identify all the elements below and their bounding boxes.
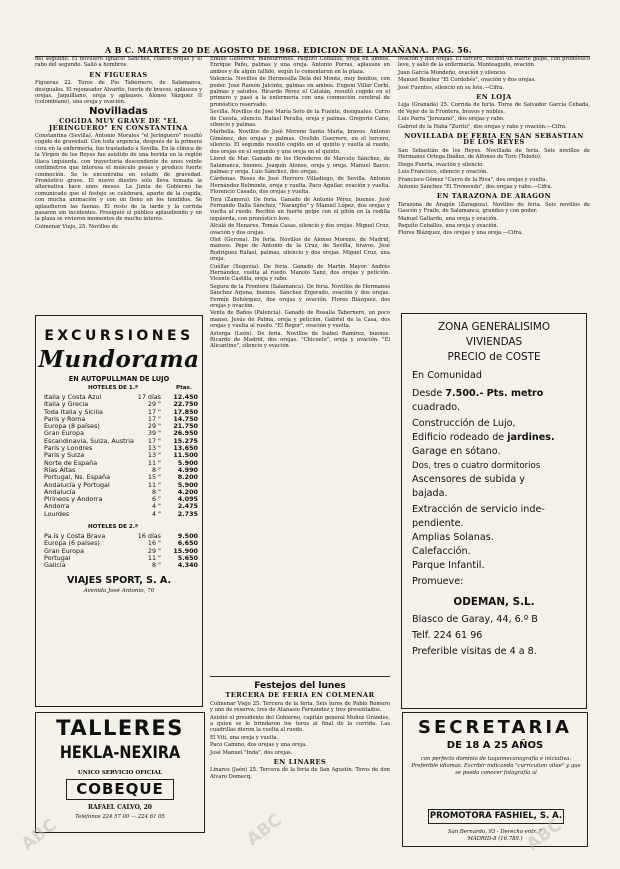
paragraph: Luis Francisco, silencio y ovación.: [398, 169, 488, 176]
hotels-second-label: HOTELES DE 2.ª: [88, 524, 139, 530]
tour-days: 8 ": [151, 561, 161, 570]
zona-generalisimo-ad: [401, 313, 587, 709]
paragraph: Paco Camino, dos orejas y una oreja.: [210, 742, 307, 749]
tour-route: Norte de España: [44, 458, 98, 467]
tour-route: Gran Europa: [44, 546, 85, 555]
agency-name: VIAJES SPORT, S. A.: [66, 575, 172, 586]
paragraph: Juan García Mondeño, ovación y silencio.: [398, 69, 507, 76]
agency-address: Avenida José Antonio, 70: [83, 588, 155, 594]
tour-route: Toda Italia y Sicilia: [44, 407, 103, 416]
paragraph: Emilio Gutiérrez, mansurrones. Paquito Ceballos, oreja en ambos. Enrique Paño, palmas y una oreja. Antonio Porras, aplausos en ambos y de algún fallido, según lo comentaron en la plaza.: [210, 56, 390, 75]
tour-price: 9.500: [177, 532, 198, 540]
paragraph: del segundo. El novillero Ignacio Sánchez, cuatro orejas y el rabo del segundo. Salió a hombros.: [35, 56, 202, 69]
tour-price: 17.850: [173, 407, 198, 416]
tour-days: 13 ": [147, 444, 161, 453]
paragraph: ovación y dos orejas. El tercero, recibió un fuerte golpe, con pronóstico leve, y salió de la enfermería. Monteagudo, ovación.: [398, 56, 590, 69]
tour-price: 26.950: [173, 429, 198, 438]
ad-line: PRECIO de COSTE: [447, 351, 541, 363]
section-heading: EN LINARES: [273, 758, 327, 767]
paragraph: Tarazona de Aragón (Zaragoza). Novillos de feria. Seis novillos de Gascón y Fraile, de Salamanca, grandes y con poder.: [398, 201, 590, 215]
paragraph: Figueras 22. Toros de Pío Tabernero, de Salamanca, desiguales. El rejoneador Alvarito, fuerte de bravos, aplausos y orejas. Jaquilliano, oreja y aplausos. Alonso Vázquez II (colombiano), una oreja y ovación.: [35, 80, 202, 106]
ad-title: EXCURSIONES: [44, 328, 194, 344]
tour-price: 4.200: [177, 487, 198, 496]
tour-days: 29 ": [147, 546, 161, 555]
section-heading: EN FIGUERAS: [89, 70, 148, 79]
ad-line: ZONA GENERALISIMO: [438, 321, 550, 333]
paragraph: Flores Blázquez, dos orejas y una oreja.—Cifra.: [398, 230, 523, 237]
tour-days: 17 ": [147, 436, 161, 445]
tour-days: 6 ": [151, 495, 161, 504]
ad-brand: HEKLA-NEXIRA: [59, 743, 181, 763]
talleres-ad: [35, 712, 205, 833]
tour-route: Portugal: [44, 553, 71, 562]
tour-days: 4 ": [151, 502, 161, 511]
paragraph: Francisco Gómez "Curro de la Riva", dos orejas y vuelta.: [398, 176, 548, 183]
tour-price: 22.750: [173, 400, 198, 409]
tour-route: Andalucía y Portugal: [44, 480, 110, 489]
paragraph: Segura de la Frontera (Salamanca). De feria. Novillos de Hermanos Sánchez Arjona, buenos. Sánchez Enjerado, ovación y dos orejas. Fermín Bohórquez, dos orejas y ovación. Flores Blázquez, dos orejas y ovación.: [210, 283, 390, 310]
tour-days: 15 ": [147, 473, 161, 482]
paragraph: José Manuel "Inda", dos orejas.: [210, 749, 293, 756]
tour-route: Italia y Grecia: [44, 400, 89, 409]
paragraph: Sevilla. Novillos de José María Soto de la Fuente, desiguales. Curro de Cuesta, silencio. Rafael Peralta, oreja y palmas. Gregorio Cano, silencio y palmas.: [210, 109, 390, 129]
watermark: ABC: [242, 810, 286, 850]
ad-line: Dos, tres o cuatro dormitorios: [412, 461, 541, 471]
tour-row: [44, 555, 198, 562]
hotels-first-label: HOTELES DE 1.ª: [88, 385, 139, 391]
paragraph: Marbella. Novillos de José Moreno Santa María, bravos. Antonio Giménez, dos orejas y palmas. Ocelido Guerrero, en el tercero, silencio. El segundo resultó cogido en el quinto y vuelta al ruedo, dos orejas en el segundo y una oreja en el quinto.: [210, 129, 390, 155]
paragraph: Colmenar Viejo, 25. Novillos de: [35, 223, 119, 230]
paragraph: Antonio Sánchez "El Tremendo", dos orejas y rabo.—Cifra.: [398, 183, 553, 190]
ad-price: 7.500.- Pts. metro: [445, 388, 544, 399]
paragraph: Manuel Gallardo, una oreja y ovación.: [398, 215, 499, 222]
tour-days: 39 ": [147, 429, 161, 438]
section-heading: EN TARAZONA DE ARAGON: [436, 192, 552, 201]
paragraph: Olot (Gerona). De feria. Novillos de Alonso Moreno, de Madrid, mansos. Pepe de Antonio de la Cruz, de Sevilla, bravos. José Rodríguez Rafael, palmas, silencio y dos orejas. Miguel Cruz, una oreja.: [210, 236, 390, 263]
tour-price: 11.500: [173, 451, 198, 460]
tour-route: Lourdes: [44, 509, 70, 518]
tour-days: 16 días: [137, 532, 161, 540]
tour-days: 29 ": [147, 422, 161, 431]
paragraph: El Viti, una oreja y vuelta.: [210, 734, 279, 741]
ad-line: Garage en sótano.: [412, 446, 501, 457]
paragraph: Valencia. Novillos de Hermosilla Dela del Monte, muy bonitos, con poder. José Ramón Jalcinte, palmas en ambos. Eugeni Villar Corbí, palmas y saludos. Ricardo Pérez el Catalán, resultó cogido en el primero y pasó a la enfermería con una conmoción cerebral de pronóstico reservado.: [210, 76, 390, 108]
ad-address: [403, 829, 587, 842]
tour-price: 2.735: [177, 509, 198, 518]
section-title: Novilladas: [89, 105, 148, 117]
ad-address-city: MADRID-8 (16.789.): [467, 835, 523, 842]
tour-days: 11 ": [147, 480, 161, 489]
tour-price: 5.900: [177, 458, 198, 467]
tour-days: 11 ": [147, 553, 161, 562]
tour-days: 29 ": [147, 400, 161, 409]
paragraph: Cuéllar (Segovia). De feria. Ganado de Martín Mayor. Andrés Hernández, vuelta al ruedo. Manolo Sanz, dos orejas y petición. Vicente Castilla, oreja y rabo.: [210, 263, 390, 283]
tour-price: 12.450: [173, 393, 198, 401]
paragraph: Manuel Benítez "El Cordobés", ovación y dos orejas.: [398, 77, 536, 84]
tour-days: 11 ": [147, 458, 161, 467]
section-heading: EN LOJA: [476, 93, 512, 102]
tour-price: 21.750: [173, 422, 198, 431]
tour-route: Pirineos y Andorra: [44, 495, 103, 504]
tour-price: 2.475: [177, 502, 198, 511]
tour-route: Italia y Costa Azul: [44, 393, 102, 401]
column-1: [35, 56, 202, 231]
ad-text: Edificio rodeado de: [412, 432, 505, 443]
tour-route: Paris y Suiza: [44, 451, 85, 460]
ad-line: Construcción de Lujo,: [412, 418, 516, 429]
tour-route: Portugal, Ns. España: [44, 473, 111, 482]
ad-title: SECRETARIA: [418, 717, 572, 738]
excursiones-ad: [35, 315, 203, 707]
paragraph: Colmenar Viejo 25. Tercera de la feria. Seis toros de Pablo Romero y uno de reserva, tres de Atanasio Fernández y tres presentados.: [210, 700, 390, 714]
column-2-lower: [210, 680, 390, 781]
paragraph: Luis Parra "Jerezano", dos orejas y rabo.: [398, 116, 505, 123]
tour-table-first-class: [44, 394, 198, 518]
watermark: ABC: [17, 815, 61, 855]
tour-route: Paris y Roma: [44, 414, 86, 423]
ad-title: TALLERES: [56, 716, 184, 740]
column-2: [210, 56, 390, 351]
page-header: A B C. MARTES 20 DE AGOSTO DE 1968. EDICION DE LA MAÑANA. PAG. 56.: [105, 45, 472, 55]
section-heading: NOVILLADA DE FERIA EN SAN SEBASTIAN DE LOS REYES: [404, 132, 584, 147]
tour-route: Escandinavia, Suiza, Austria: [44, 436, 134, 445]
tour-price: 4.095: [177, 495, 198, 504]
ad-line: bajada.: [412, 488, 448, 499]
tour-price: 5.650: [177, 553, 198, 562]
paragraph: Cárdenas. Reses de José Herrero Villadiego, de Sevilla. Antonio Hernández Belmonte, oreja y vuelta. Paco Aguilar, ovación y vuelta. Florencio Casado, dos orejas y vuelta.: [210, 176, 390, 196]
ad-service: UNICO SERVICIO OFICIAL: [77, 770, 163, 776]
dealer-phones: Teléfonos 224 57 00 — 224 61 05: [75, 814, 165, 820]
tour-days: 16 ": [147, 539, 161, 548]
paragraph: Venta de Baños (Palencia). Ganado de Rosalía Tabernero, un poco manso. Jesús de Palma, oreja y petición. Gabriel de la Casa, dos orejas y vuelta al ruedo. "El Regor", ovación y vuelta.: [210, 310, 390, 330]
watermark: ABC: [522, 815, 566, 855]
paragraph: Lloret de Mar. Ganado de los Herederos de Marcelo Sánchez, de Salamanca, buenos. Joaquín Alonso, oreja y oreja. Manuel Barco, palmas y oreja. Luis Sánchez, dos orejas.: [210, 156, 390, 175]
column-3: [398, 56, 590, 238]
ad-line: Parque Infantil.: [412, 560, 485, 571]
ad-age: DE 18 A 25 AÑOS: [446, 740, 544, 751]
tour-days: 13 ": [147, 451, 161, 460]
section-heading: COGIDA MUY GRAVE DE "EL JERINGUERO" EN CONSTANTINA: [48, 117, 189, 132]
section-heading: TERCERA DE FERIA EN COLMENAR: [225, 691, 375, 700]
tour-row: [44, 511, 198, 518]
paragraph: Asistió el presidente del Gobierno, capitán general Muñoz Grandes, a quien se le brindaron los toros al final de la corrida. Las cuadrillas dieron la vuelta al ruedo.: [210, 714, 390, 734]
tour-days: 8 ": [151, 487, 161, 496]
ad-line: Calefacción.: [412, 546, 471, 557]
ad-brand: Mundorama: [38, 346, 200, 373]
tour-price: 8.200: [177, 473, 198, 482]
tour-table-second-class: [44, 533, 198, 569]
paragraph: Gabriel de la Haba "Zurito", dos orejas y rabo y ovación.—Cifra.: [398, 123, 567, 130]
paragraph: Alcalá de Henares. Tomás Casas, silencio y dos orejas. Miguel Cruz, ovación y dos orejas.: [210, 223, 390, 236]
ad-line: Promueve:: [412, 576, 464, 587]
paragraph: Tora (Zamora). De feria. Ganado de Antonio Pérez, buenos. José Fernando Dalla Sánchez, "Naranjito" y Manuel López, dos orejas y vuelta al ruedo. Recibió un fuerte golpe con el pitón en la rodilla izquierda, con pronóstico leve.: [210, 196, 390, 222]
ad-address-street: San Bernardo, 93 - Derecho entr. 7: [447, 829, 543, 835]
ad-line: pendiente.: [412, 518, 464, 529]
tour-days: 17 ": [147, 414, 161, 423]
ad-line: VIVIENDAS: [465, 336, 523, 348]
tour-row: [44, 562, 198, 569]
section-title: Festejos del lunes: [254, 681, 346, 691]
paragraph: Loja (Granada) 25. Corrida de feria. Toros de Salvador García Cebada, de Vejer de la Frontera, bravos y nobles.: [398, 102, 590, 115]
tour-price: 14.750: [173, 414, 198, 423]
tour-price: 13.650: [173, 444, 198, 453]
dealer-street: RAFAEL CALVO, 20: [88, 804, 152, 811]
ad-emph: jardines.: [507, 432, 555, 443]
ad-company: ODEMAN, S.L.: [453, 596, 535, 608]
tour-days: 17 días: [137, 393, 161, 401]
tour-price: 4.990: [177, 465, 198, 474]
tour-route: Galicia: [44, 561, 66, 570]
ad-line: [412, 432, 582, 444]
paragraph: Astorga (León). De feria. Novillos de Isabel Ramírez, buenos. Ricardo de Madrid, dos orejas. "Chicuelo", oreja y ovación. "El Alicantino", silencio y ovación.: [210, 330, 390, 350]
ad-line: En Comunidad: [412, 370, 482, 381]
tour-days: 17 ": [147, 407, 161, 416]
paragraph: José Fuentes, silencio en su lote.—Cifra.: [398, 84, 505, 91]
tour-route: Europa (6 países): [44, 539, 100, 548]
ad-subtitle: EN AUTOPULLMAN DE LUJO: [68, 375, 170, 383]
tour-price: 6.650: [177, 539, 198, 548]
tour-route: Andalucía: [44, 487, 76, 496]
paragraph: Paquito Ceballos, una oreja y ovación.: [398, 222, 499, 229]
tour-route: Gran Europa: [44, 429, 85, 438]
tour-price: 4.340: [177, 561, 198, 570]
tour-days: 4 ": [151, 509, 161, 518]
tour-route: Paris y Londres: [44, 444, 93, 453]
ad-line: [412, 388, 582, 400]
prices-label: Ptas.: [176, 385, 193, 391]
dealer-name: COBEQUE: [66, 779, 174, 800]
paragraph: San Sebastián de los Reyes. Novillada de feria. Seis novillos de Hermanos Ortega Ibáñez, de Alfonso de Toro (Toledo).: [398, 147, 590, 161]
ad-line: Extracción de servicio inde-: [412, 504, 545, 515]
section-rule: [210, 676, 390, 677]
ad-line: cuadrado.: [412, 402, 460, 413]
tour-route: Europa (8 países): [44, 422, 100, 431]
paragraph: Constantina (Sevilla). Antonio Morales "el Jeringuero" resultó cogido de gravedad. Con toda urgencia, después de la primera cura en la enfermería, fue trasladado a Sevilla. En la clínica de la Virgen de los Reyes fue asistido de una herida en la región ilíaca izquierda, con trayectoria descendente de unos veinte centímetros que interesa el músculo psoas y produce fuerte conmoción. Se le encontraba en estado de gravedad. Pronóstico grave. El nuevo diestro sólo lleva tomada la alternativa hace unos meses. La Junta de Gobierno ha comunicado que el festejo se celebrará, aparte de la cogida, con mucha animación y con un lleno en los tendidos. Se aplaudieron las faenas. El resto de la tarde y la corrida pasaron sin incidentes. Prosiguió el público aplaudiendo y en la plaza se vivieron momentos de mucho interés.: [35, 133, 202, 223]
tour-price: 5.900: [177, 480, 198, 489]
ad-line: Telf. 224 61 96: [412, 630, 483, 641]
ad-line: Amplias Solanas.: [412, 532, 494, 543]
secretaria-ad: [402, 712, 588, 847]
tour-days: 8 ": [151, 465, 161, 474]
tour-price: 15.275: [173, 436, 198, 445]
ad-text: Desde: [412, 388, 443, 399]
tour-route: Andorra: [44, 502, 70, 511]
paragraph: Linares (Jaén) 25. Tercera de la feria de San Agustín. Toros de don Alvaro Domecq.: [210, 767, 390, 780]
tour-route: Rías Altas: [44, 465, 76, 474]
paragraph: Diego Puerta, ovación y silencio.: [398, 161, 484, 168]
ad-line: Blasco de Garay, 44, 6.º B: [412, 614, 538, 625]
ad-company: PROMOTORA FASHIEL, S. A.: [428, 809, 564, 824]
ad-description: con perfecto dominio de taquimecanografía e iniciativa. Preferible idiomas. Escribir indicando "curriculum vitae" y que se pueda conocer fotografía al: [411, 756, 581, 776]
tour-price: 15.900: [173, 546, 198, 555]
ad-line: Ascensores de subida y: [412, 474, 525, 485]
ad-line: Preferible visitas de 4 a 8.: [412, 646, 537, 657]
tour-route: Pa.ís y Costa Brava: [44, 532, 106, 540]
